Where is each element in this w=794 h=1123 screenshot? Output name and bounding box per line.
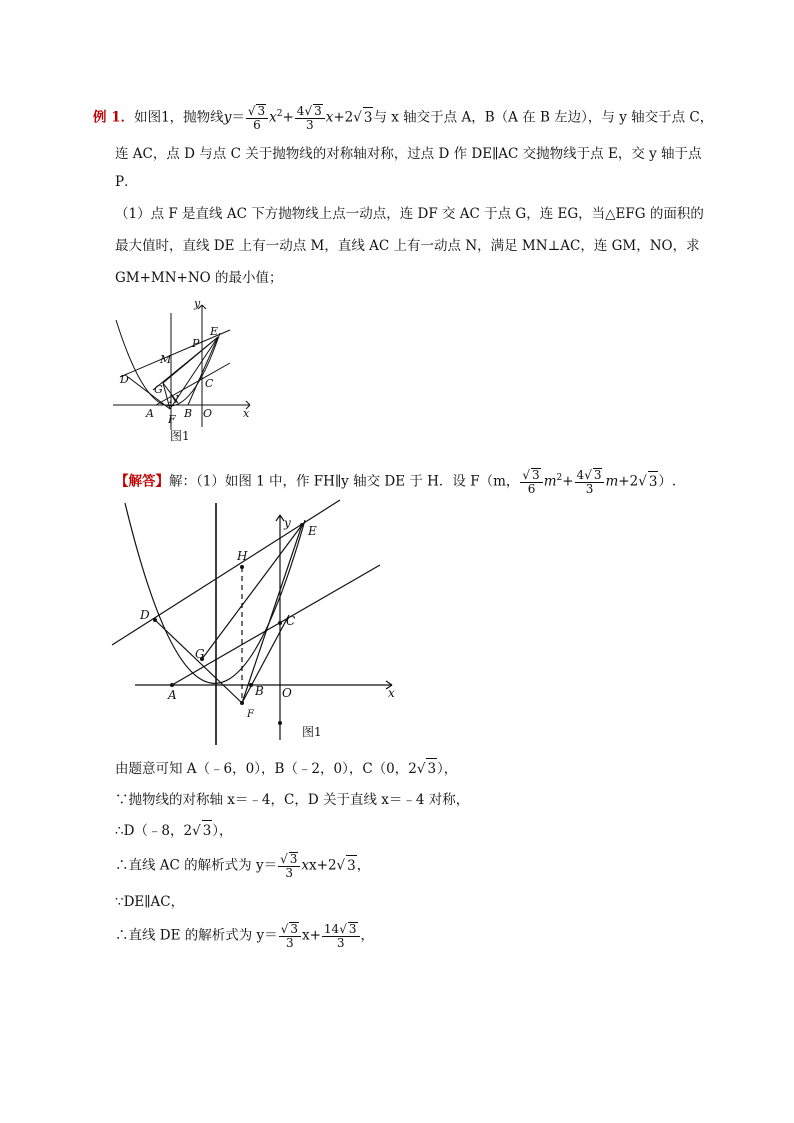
question-1-line-3: GM+MN+NO 的最小值； bbox=[115, 270, 283, 286]
figure-small-caption: 图1 bbox=[170, 429, 190, 443]
label-c: C bbox=[286, 614, 296, 628]
label-e: E bbox=[210, 325, 219, 338]
solution-line-6: ∴直线 DE 的解析式为 y＝ $\frac{√ 3}{3}$ x+ $\frac{14√ 3}{3}$ ， bbox=[115, 922, 374, 950]
label-b: B bbox=[255, 684, 264, 698]
solution-line-5: ∵DE∥AC， bbox=[115, 894, 185, 910]
label-f: F bbox=[168, 413, 176, 426]
label-o: O bbox=[203, 407, 213, 420]
question-1-line-2: 最大值时，直线 DE 上有一动点 M，直线 AC 上有一动点 N，满足 MN⊥AC，连 GM，NO，求 bbox=[115, 238, 700, 254]
label-x: x bbox=[243, 407, 250, 420]
label-f: F bbox=[247, 709, 254, 720]
problem-line-3: P． bbox=[115, 174, 138, 190]
figure-large bbox=[110, 495, 400, 750]
answer-tag: 【解答】 bbox=[115, 473, 169, 490]
label-e: E bbox=[308, 524, 317, 538]
line-ac bbox=[172, 565, 380, 685]
label-g: G bbox=[154, 383, 163, 396]
problem-line-2: 连 AC，点 D 与点 C 关于抛物线的对称轴对称，过点 D 作 DE∥AC 交抛物线于点 E，交 y 轴于点 bbox=[115, 146, 702, 162]
label-d: D bbox=[140, 608, 150, 622]
label-d: D bbox=[120, 373, 129, 386]
question-1-line-1: （1）点 F 是直线 AC 下方抛物线上点一动点，连 DF 交 AC 于点 G，连 EG，当△EFG 的面积的 bbox=[115, 206, 704, 222]
example-label: 例 1． bbox=[93, 109, 135, 126]
label-c: C bbox=[205, 377, 214, 390]
coef-b-fraction: $\frac{4√ 3}{3}$ bbox=[295, 104, 325, 132]
problem-line-1: 例 1．如图1，抛物线y＝ $\frac{√ 3}{6}$ $x^2+$ $\frac{4√ 3}{3}$ x+2√ 3与 x 轴交于点 A，B（A 在 B 左边），与 y 轴交于点 C， bbox=[93, 104, 714, 132]
label-g: G bbox=[195, 647, 205, 661]
solution-line-2: ∵抛物线的对称轴 x＝﹣4，C，D 关于直线 x＝﹣4 对称， bbox=[115, 792, 470, 808]
label-a: A bbox=[168, 688, 177, 702]
parabola bbox=[125, 503, 305, 683]
label-m: M bbox=[160, 353, 172, 366]
label-p: P bbox=[192, 337, 200, 350]
label-y: y bbox=[284, 516, 291, 530]
label-b: B bbox=[184, 407, 193, 420]
line-de bbox=[112, 500, 340, 645]
label-y: y bbox=[194, 297, 201, 310]
figure-small bbox=[108, 295, 258, 445]
solution-line-4: ∴直线 AC 的解析式为 y＝ $\frac{√ 3}{3}$ xx+2√ 3， bbox=[115, 852, 371, 880]
figure-large-caption: 图1 bbox=[302, 725, 322, 739]
answer-lead: 【解答】解：（1）如图 1 中，作 FH∥y 轴交 DE 于 H．设 F（m， $\frac{√ 3}{6}$ $m^2+$ $\frac{4√ 3}{3}$ m+2√ 3）. bbox=[115, 468, 677, 496]
coef-a-fraction: $\frac{√ 3}{6}$ bbox=[246, 104, 268, 132]
label-a: A bbox=[146, 407, 154, 420]
label-n: N bbox=[169, 393, 179, 406]
solution-line-1: 由题意可知 A（﹣6，0），B（﹣2，0），C（0，2√ 3）， bbox=[115, 758, 457, 779]
label-o: O bbox=[282, 686, 292, 700]
solution-line-3: ∴D（﹣8，2√ 3）， bbox=[115, 820, 233, 841]
label-h: H bbox=[237, 549, 248, 563]
label-x: x bbox=[388, 686, 395, 700]
